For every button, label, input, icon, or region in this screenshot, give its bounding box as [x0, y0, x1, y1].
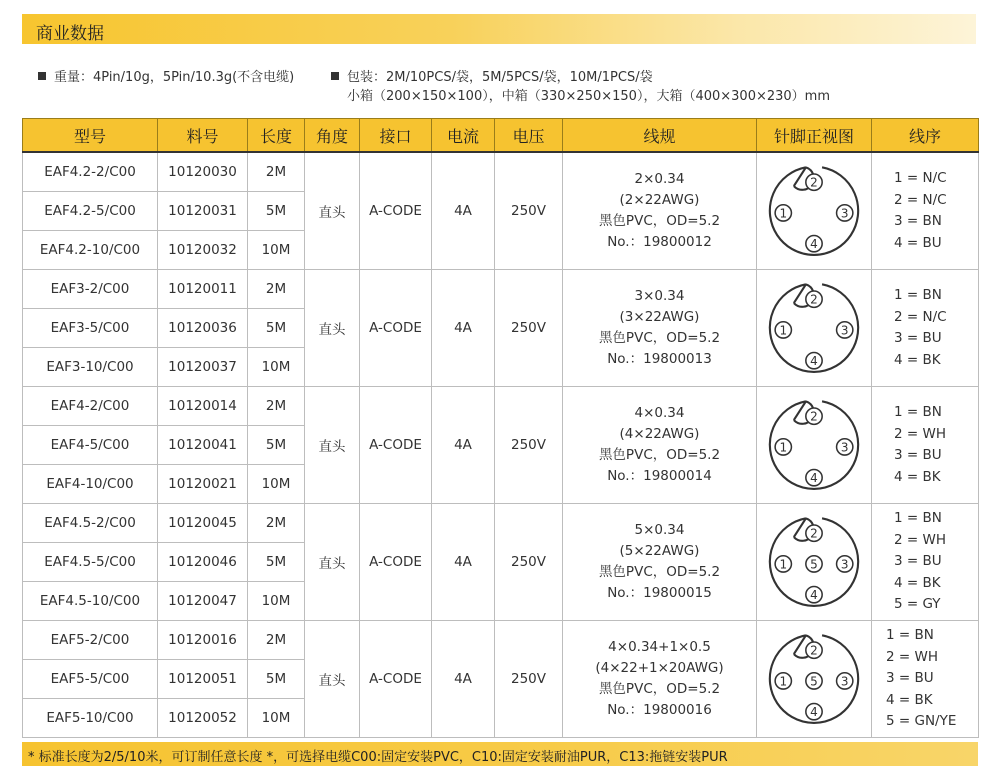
col-header-sequence: 线序 [872, 119, 979, 153]
wire-spec-cell [563, 387, 757, 504]
pin-2 [806, 408, 822, 424]
wire-spec-line: No.：19800012 [607, 234, 712, 250]
length-cell: 5M [248, 426, 305, 465]
length-cell: 2M [248, 504, 305, 543]
pin-2 [806, 174, 822, 190]
wire-spec-line: (4×22AWG) [619, 426, 700, 442]
part-number-cell: 10120046 [158, 543, 248, 582]
sequence-line: 3 = BN [894, 213, 942, 229]
pin-label: 4 [810, 588, 818, 603]
col-header-pin-view: 针脚正视图 [757, 119, 872, 153]
pin-2 [806, 642, 822, 658]
pin-label: 4 [810, 237, 818, 252]
wire-spec-line: 黑色PVC，OD=5.2 [598, 330, 721, 346]
pin-3 [837, 556, 853, 572]
pin-view-cell [757, 504, 872, 621]
pin-4 [806, 235, 822, 251]
footer-note: * 标准长度为2/5/10米，可订制任意长度 *，可选择电缆C00:固定安装PVC，C10:固定安装耐油PUR，C13:拖链安装PUR [28, 750, 728, 765]
length-cell: 5M [248, 309, 305, 348]
sequence-line: 4 = BU [894, 234, 942, 251]
model-cell: EAF4.2-10/C00 [23, 231, 158, 270]
angle-cell: 直头 [305, 504, 360, 621]
product-table [22, 118, 979, 738]
part-number-cell: 10120021 [158, 465, 248, 504]
angle-cell: 直头 [305, 152, 360, 270]
interface-cell: A-CODE [360, 270, 432, 387]
part-number-cell: 10120036 [158, 309, 248, 348]
sequence-line: 1 = BN [894, 287, 942, 303]
model-cell: EAF4-10/C00 [23, 465, 158, 504]
pin-label: 1 [779, 557, 788, 572]
voltage-cell: 250V [495, 504, 563, 621]
4-pin-connector-face-icon [766, 280, 862, 376]
wire-spec-line: No.：19800016 [607, 702, 712, 718]
pin-label: 2 [810, 292, 818, 307]
length-cell: 10M [248, 465, 305, 504]
sequence-line: 1 = BN [886, 627, 934, 644]
pin-label: 1 [779, 323, 788, 338]
pin-1 [775, 322, 791, 338]
length-cell: 10M [248, 582, 305, 621]
pin-3 [837, 322, 853, 338]
current-cell: 4A [432, 270, 495, 387]
wire-sequence-cell [872, 504, 979, 621]
pin-3 [837, 439, 853, 455]
pin-label: 2 [810, 643, 818, 658]
wire-sequence-cell [872, 270, 979, 387]
sequence-line: 3 = BU [886, 670, 934, 687]
col-header-angle: 角度 [305, 119, 360, 153]
sequence-line: 2 = WH [894, 531, 946, 548]
wire-spec-line: 4×0.34 [634, 405, 685, 421]
length-cell: 5M [248, 660, 305, 699]
part-number-cell: 10120045 [158, 504, 248, 543]
wire-spec-line: 黑色PVC，OD=5.2 [598, 213, 721, 229]
wire-spec-line: No.：19800013 [607, 351, 712, 367]
sequence-line: 3 = BU [894, 553, 942, 570]
wire-spec-line: 黑色PVC，OD=5.2 [598, 564, 721, 580]
length-cell: 2M [248, 270, 305, 309]
pin-1 [775, 556, 791, 572]
sequence-line: 5 = GN/YE [886, 713, 957, 730]
pin-4 [806, 703, 822, 719]
wire-spec-line: 黑色PVC，OD=5.2 [598, 447, 721, 463]
length-cell: 5M [248, 543, 305, 582]
model-cell: EAF4.5-10/C00 [23, 582, 158, 621]
col-header-part: 料号 [158, 119, 248, 153]
pin-label: 3 [840, 206, 849, 221]
col-header-current: 电流 [432, 119, 495, 153]
4-pin-connector-face-icon [766, 163, 862, 259]
wire-sequence-cell [872, 621, 979, 738]
length-cell: 2M [248, 387, 305, 426]
sequence-line: 2 = N/C [894, 308, 947, 325]
pin-2 [806, 291, 822, 307]
wire-spec-line: 2×0.34 [634, 171, 685, 187]
table-row [23, 387, 979, 426]
model-cell: EAF5-5/C00 [23, 660, 158, 699]
pin-label: 3 [840, 674, 849, 689]
wire-spec-line: (3×22AWG) [619, 309, 700, 325]
pin-view-cell [757, 152, 872, 270]
pin-1 [775, 205, 791, 221]
pin-2 [806, 525, 822, 541]
model-cell: EAF5-2/C00 [23, 621, 158, 660]
voltage-cell: 250V [495, 621, 563, 738]
part-number-cell: 10120031 [158, 192, 248, 231]
pin-5 [806, 673, 822, 689]
angle-cell: 直头 [305, 621, 360, 738]
section-title: 商业数据 [36, 24, 104, 44]
sequence-line: 1 = N/C [894, 170, 947, 186]
col-header-length: 长度 [248, 119, 305, 153]
pin-label: 4 [810, 471, 818, 486]
sequence-line: 1 = BN [894, 404, 942, 420]
model-cell: EAF4-2/C00 [23, 387, 158, 426]
length-cell: 10M [248, 348, 305, 387]
part-number-cell: 10120016 [158, 621, 248, 660]
pin-view-cell [757, 387, 872, 504]
model-cell: EAF4.5-5/C00 [23, 543, 158, 582]
angle-cell: 直头 [305, 387, 360, 504]
current-cell: 4A [432, 621, 495, 738]
pin-3 [837, 205, 853, 221]
wire-sequence-cell [872, 152, 979, 270]
pin-4 [806, 352, 822, 368]
wire-spec-line: (5×22AWG) [619, 543, 700, 559]
length-cell: 5M [248, 192, 305, 231]
angle-cell: 直头 [305, 270, 360, 387]
col-header-wire: 线规 [563, 119, 757, 153]
sequence-line: 4 = BK [886, 691, 933, 708]
col-header-model: 型号 [23, 119, 158, 153]
sequence-line: 5 = GY [894, 596, 941, 613]
pin-3 [837, 673, 853, 689]
part-number-cell: 10120051 [158, 660, 248, 699]
model-cell: EAF4.2-2/C00 [23, 152, 158, 192]
interface-cell: A-CODE [360, 387, 432, 504]
weight-spec: 重量：4Pin/10g，5Pin/10.3g(不含电缆) [38, 66, 294, 85]
sequence-line: 2 = WH [886, 648, 938, 665]
model-cell: EAF5-10/C00 [23, 699, 158, 738]
pin-label: 4 [810, 705, 818, 720]
pin-label: 2 [810, 409, 818, 424]
wire-spec-cell [563, 504, 757, 621]
pin-label: 2 [810, 175, 818, 190]
table-header-row [23, 119, 979, 153]
part-number-cell: 10120032 [158, 231, 248, 270]
5-pin-connector-face-icon [766, 514, 862, 610]
wire-spec-line: No.：19800015 [607, 585, 712, 601]
length-cell: 2M [248, 621, 305, 660]
footer-note-band [22, 742, 978, 766]
model-cell: EAF3-5/C00 [23, 309, 158, 348]
table-row [23, 621, 979, 660]
table-row [23, 152, 979, 192]
part-number-cell: 10120014 [158, 387, 248, 426]
wire-spec-line: 3×0.34 [634, 288, 685, 304]
pin-view-cell [757, 270, 872, 387]
part-number-cell: 10120047 [158, 582, 248, 621]
voltage-cell: 250V [495, 270, 563, 387]
section-header [22, 14, 976, 44]
sequence-line: 4 = BK [894, 351, 941, 368]
voltage-cell: 250V [495, 387, 563, 504]
interface-cell: A-CODE [360, 621, 432, 738]
pin-label: 1 [779, 440, 788, 455]
table-row [23, 504, 979, 543]
pin-label: 3 [840, 440, 849, 455]
wire-sequence-cell [872, 387, 979, 504]
length-cell: 10M [248, 231, 305, 270]
pin-4 [806, 469, 822, 485]
part-number-cell: 10120037 [158, 348, 248, 387]
pin-view-cell [757, 621, 872, 738]
table-row [23, 270, 979, 309]
pin-label: 5 [810, 674, 818, 689]
sequence-line: 2 = N/C [894, 191, 947, 208]
current-cell: 4A [432, 504, 495, 621]
interface-cell: A-CODE [360, 504, 432, 621]
bullet-icon [38, 72, 46, 80]
current-cell: 4A [432, 387, 495, 504]
length-cell: 2M [248, 152, 305, 192]
pin-label: 3 [840, 557, 849, 572]
wire-spec-cell [563, 621, 757, 738]
length-cell: 10M [248, 699, 305, 738]
pin-1 [775, 439, 791, 455]
pin-label: 3 [840, 323, 849, 338]
current-cell: 4A [432, 152, 495, 270]
model-cell: EAF4-5/C00 [23, 426, 158, 465]
5-pin-connector-face-icon [766, 631, 862, 727]
packing-spec: 包装：2M/10PCS/袋，5M/5PCS/袋，10M/1PCS/袋 [331, 66, 653, 85]
part-number-cell: 10120041 [158, 426, 248, 465]
wire-spec-line: 4×0.34+1×0.5 [608, 639, 711, 655]
sequence-line: 1 = BN [894, 510, 942, 527]
part-number-cell: 10120052 [158, 699, 248, 738]
part-number-cell: 10120030 [158, 152, 248, 192]
bullet-icon [331, 72, 339, 80]
wire-spec-cell [563, 270, 757, 387]
wire-spec-line: 黑色PVC，OD=5.2 [598, 681, 721, 697]
pin-label: 2 [810, 526, 818, 541]
pin-label: 5 [810, 557, 818, 572]
wire-spec-line: No.：19800014 [607, 468, 712, 484]
sequence-line: 3 = BU [894, 447, 942, 463]
model-cell: EAF3-2/C00 [23, 270, 158, 309]
col-header-voltage: 电压 [495, 119, 563, 153]
sequence-line: 3 = BU [894, 330, 942, 346]
wire-spec-line: (2×22AWG) [619, 192, 700, 208]
sequence-line: 2 = WH [894, 425, 946, 442]
sequence-line: 4 = BK [894, 574, 941, 591]
model-cell: EAF4.5-2/C00 [23, 504, 158, 543]
packing-box-spec: 小箱（200×150×100），中箱（330×250×150），大箱（400×300×230）mm [347, 89, 830, 104]
pin-label: 1 [779, 206, 788, 221]
pin-4 [806, 586, 822, 602]
part-number-cell: 10120011 [158, 270, 248, 309]
voltage-cell: 250V [495, 152, 563, 270]
model-cell: EAF3-10/C00 [23, 348, 158, 387]
wire-spec-line: 5×0.34 [634, 522, 685, 538]
model-cell: EAF4.2-5/C00 [23, 192, 158, 231]
sequence-line: 4 = BK [894, 468, 941, 485]
pin-label: 4 [810, 354, 818, 369]
4-pin-connector-face-icon [766, 397, 862, 493]
wire-spec-cell [563, 152, 757, 270]
wire-spec-line: (4×22+1×20AWG) [595, 660, 724, 676]
interface-cell: A-CODE [360, 152, 432, 270]
pin-1 [775, 673, 791, 689]
pin-5 [806, 556, 822, 572]
col-header-interface: 接口 [360, 119, 432, 153]
pin-label: 1 [779, 674, 788, 689]
